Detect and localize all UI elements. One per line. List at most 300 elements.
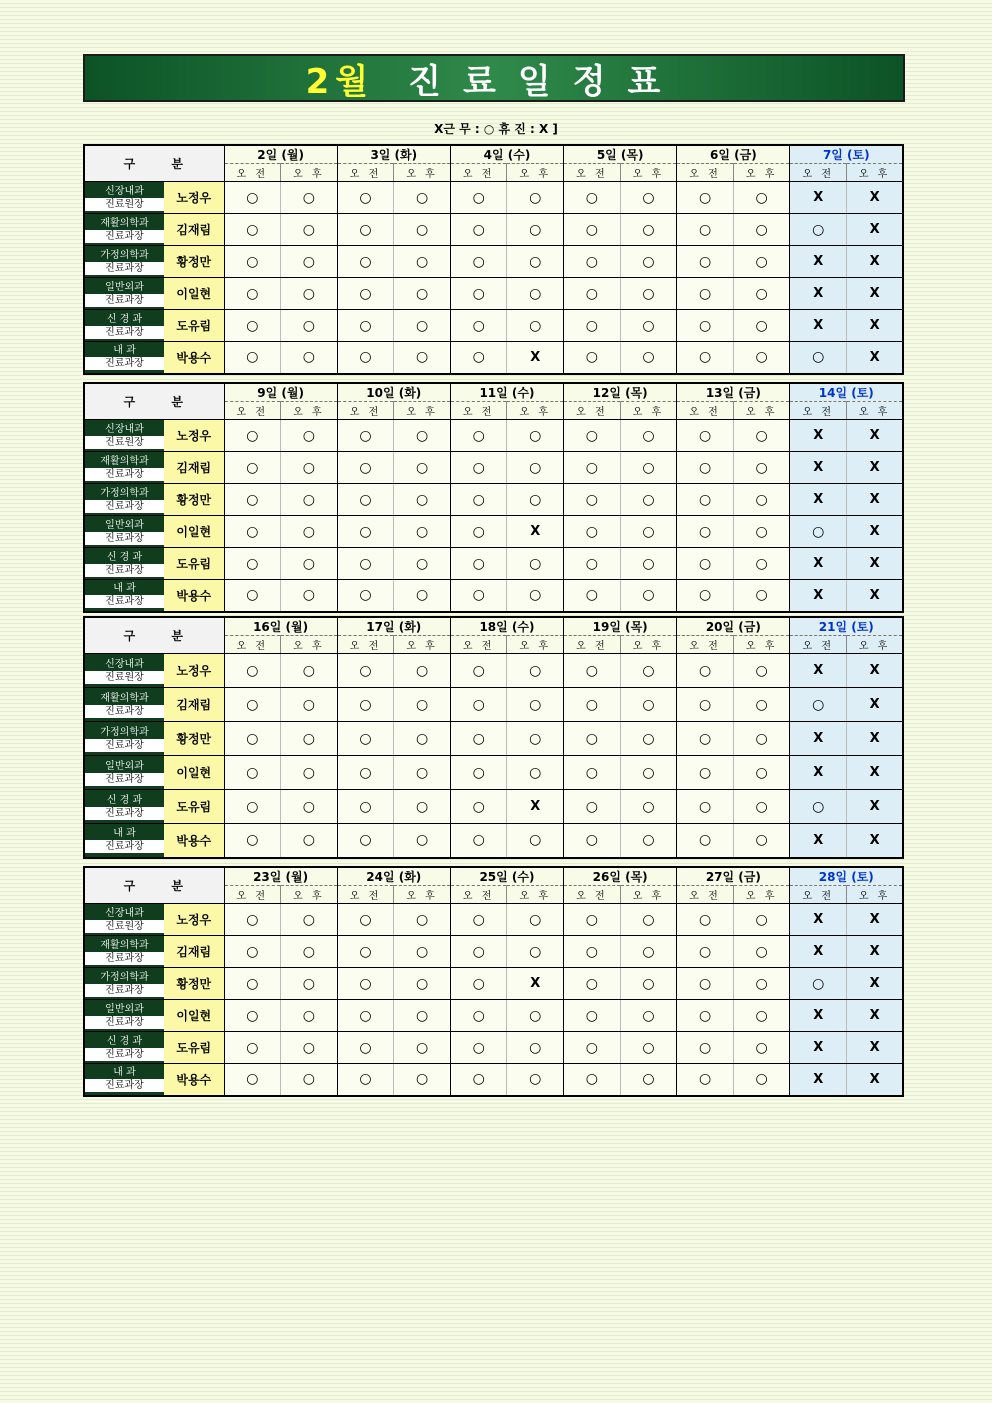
schedule-cell: ○ [337,688,394,722]
schedule-cell: ○ [224,654,281,688]
day-header: 21일 (토) [790,617,903,636]
schedule-cell: X [790,904,847,936]
schedule-cell: ○ [224,214,281,246]
schedule-cell: ○ [507,580,564,612]
schedule-cell: X [790,936,847,968]
pm-header: 오 후 [394,164,451,182]
schedule-cell: ○ [620,904,677,936]
schedule-cell: ○ [620,654,677,688]
pm-header: 오 후 [733,164,790,182]
schedule-cell: ○ [620,214,677,246]
schedule-cell: ○ [394,756,451,790]
doctor-name: 도유림 [164,548,224,580]
schedule-cell: ○ [564,420,621,452]
schedule-cell: X [790,452,847,484]
schedule-cell: X [790,824,847,858]
doctor-name: 황정만 [164,484,224,516]
pm-header: 오 후 [733,886,790,904]
day-header: 6일 (금) [677,145,790,164]
doctor-position: 진료과장 [85,952,164,965]
schedule-cell: X [507,516,564,548]
schedule-cell: ○ [281,1000,338,1032]
doctor-position: 진료과장 [85,807,164,820]
day-header: 18일 (수) [450,617,563,636]
schedule-cell: X [847,420,904,452]
schedule-cell: ○ [620,182,677,214]
schedule-cell: ○ [564,310,621,342]
pm-header: 오 후 [620,636,677,654]
schedule-cell: X [790,420,847,452]
schedule-cell: X [847,516,904,548]
schedule-cell: ○ [507,1032,564,1064]
am-header: 오 전 [564,886,621,904]
department-name: 신 경 과 [106,794,143,806]
schedule-cell: ○ [620,310,677,342]
day-header: 14일 (토) [790,383,903,402]
doctor-name: 도유림 [164,1032,224,1064]
schedule-cell: ○ [224,484,281,516]
department-name: 가정의학과 [100,487,149,499]
schedule-cell: X [790,246,847,278]
am-header: 오 전 [224,636,281,654]
table-row [84,790,903,824]
schedule-cell: X [790,484,847,516]
schedule-cell: X [847,278,904,310]
schedule-cell: ○ [394,246,451,278]
schedule-cell: ○ [281,580,338,612]
doctor-position: 진료원장 [85,920,164,933]
schedule-cell: ○ [733,342,790,374]
table-row [84,688,903,722]
doctor-name: 도유림 [164,790,224,824]
schedule-cell: ○ [450,580,507,612]
doctor-name: 황정만 [164,722,224,756]
schedule-cell: X [790,756,847,790]
schedule-cell: ○ [450,1064,507,1096]
schedule-cell: ○ [620,824,677,858]
schedule-cell: ○ [224,580,281,612]
schedule-cell: ○ [677,580,734,612]
table-row [84,310,903,342]
schedule-cell: ○ [281,756,338,790]
day-header: 2일 (월) [224,145,337,164]
schedule-cell: ○ [507,1000,564,1032]
schedule-cell: ○ [281,968,338,1000]
table-row [84,342,903,374]
schedule-cell: ○ [677,548,734,580]
table-row [84,904,903,936]
am-header: 오 전 [337,636,394,654]
schedule-cell: ○ [281,484,338,516]
pm-header: 오 후 [507,886,564,904]
table-row [84,936,903,968]
doctor-name: 이일현 [164,516,224,548]
am-header: 오 전 [790,636,847,654]
doctor-name: 박용수 [164,1064,224,1096]
schedule-cell: ○ [450,654,507,688]
am-header: 오 전 [337,886,394,904]
schedule-cell: X [507,790,564,824]
schedule-cell: ○ [281,278,338,310]
schedule-cell: ○ [733,824,790,858]
schedule-cell: X [847,824,904,858]
am-header: 오 전 [337,164,394,182]
doctor-position: 진료과장 [85,840,164,853]
schedule-cell: ○ [507,1064,564,1096]
schedule-cell: ○ [281,246,338,278]
schedule-cell: ○ [281,936,338,968]
schedule-cell: ○ [564,278,621,310]
day-header: 12일 (목) [564,383,677,402]
department-cell [84,654,164,688]
schedule-cell: ○ [620,1064,677,1096]
schedule-cell: X [847,1000,904,1032]
department-cell [84,452,164,484]
schedule-cell: ○ [394,310,451,342]
day-header: 10일 (화) [337,383,450,402]
doctor-position: 진료원장 [85,436,164,449]
schedule-cell: ○ [507,722,564,756]
pm-header: 오 후 [507,164,564,182]
table-row [84,580,903,612]
schedule-cell: X [847,936,904,968]
header-gubun: 구 분 [84,867,224,904]
department-cell [84,968,164,1000]
department-cell [84,790,164,824]
department-name: 가정의학과 [100,971,149,983]
doctor-position: 진료원장 [85,198,164,211]
schedule-cell: X [847,756,904,790]
schedule-cell: ○ [564,1064,621,1096]
schedule-cell: ○ [620,790,677,824]
am-header: 오 전 [564,164,621,182]
schedule-cell: ○ [281,1064,338,1096]
pm-header: 오 후 [281,402,338,420]
schedule-cell: X [847,246,904,278]
schedule-cell: ○ [450,904,507,936]
schedule-cell: ○ [337,342,394,374]
schedule-cell: ○ [620,936,677,968]
day-header: 4일 (수) [450,145,563,164]
doctor-position: 진료과장 [85,468,164,481]
schedule-cell: ○ [450,214,507,246]
schedule-cell: X [847,790,904,824]
schedule-cell: ○ [564,756,621,790]
schedule-cell: ○ [224,790,281,824]
schedule-cell: ○ [677,452,734,484]
doctor-position: 진료과장 [85,294,164,307]
am-header: 오 전 [564,402,621,420]
day-header: 25일 (수) [450,867,563,886]
department-name: 신장내과 [105,423,144,435]
department-cell [84,484,164,516]
schedule-cell: ○ [337,1064,394,1096]
schedule-cell: ○ [564,936,621,968]
doctor-name: 황정만 [164,246,224,278]
day-header: 20일 (금) [677,617,790,636]
schedule-cell: ○ [564,722,621,756]
schedule-cell: ○ [450,936,507,968]
doctor-position: 진료과장 [85,500,164,513]
schedule-cell: ○ [450,452,507,484]
schedule-cell: ○ [507,548,564,580]
schedule-cell: ○ [224,756,281,790]
schedule-cell: ○ [677,688,734,722]
schedule-cell: ○ [394,182,451,214]
department-cell [84,722,164,756]
schedule-cell: ○ [450,484,507,516]
schedule-cell: ○ [394,1064,451,1096]
day-header: 9일 (월) [224,383,337,402]
schedule-cell: ○ [564,516,621,548]
schedule-cell: ○ [224,1032,281,1064]
day-header: 13일 (금) [677,383,790,402]
schedule-cell: ○ [450,688,507,722]
schedule-cell: ○ [564,214,621,246]
department-cell [84,688,164,722]
doctor-name: 김재림 [164,688,224,722]
department-name: 내 과 [113,828,136,840]
schedule-cell: ○ [677,790,734,824]
pm-header: 오 후 [394,636,451,654]
schedule-cell: ○ [677,654,734,688]
schedule-cell: ○ [281,452,338,484]
doctor-name: 이일현 [164,1000,224,1032]
schedule-cell: ○ [394,548,451,580]
doctor-name: 이일현 [164,278,224,310]
schedule-cell: ○ [394,342,451,374]
schedule-cell: X [847,452,904,484]
pm-header: 오 후 [733,402,790,420]
schedule-cell: ○ [450,182,507,214]
schedule-cell: ○ [337,904,394,936]
schedule-cell: ○ [224,452,281,484]
day-header: 5일 (목) [564,145,677,164]
table-row [84,214,903,246]
schedule-cell: ○ [507,824,564,858]
schedule-cell: ○ [733,936,790,968]
doctor-position: 진료과장 [85,1016,164,1029]
schedule-cell: ○ [620,1000,677,1032]
schedule-cell: ○ [677,214,734,246]
department-cell [84,936,164,968]
table-row [84,722,903,756]
pm-header: 오 후 [507,402,564,420]
schedule-cell: ○ [394,904,451,936]
day-header: 28일 (토) [790,867,903,886]
schedule-cell: ○ [281,548,338,580]
table-row [84,484,903,516]
doctor-name: 김재림 [164,936,224,968]
header-gubun: 구 분 [84,617,224,654]
department-cell [84,548,164,580]
department-name: 일반외과 [105,519,144,531]
pm-header: 오 후 [847,886,904,904]
schedule-cell: ○ [564,452,621,484]
schedule-cell: ○ [564,548,621,580]
doctor-position: 진료과장 [85,984,164,997]
schedule-cell: ○ [733,654,790,688]
schedule-cell: ○ [507,904,564,936]
schedule-cell: ○ [677,516,734,548]
schedule-cell: ○ [337,968,394,1000]
doctor-position: 진료과장 [85,326,164,339]
schedule-cell: ○ [620,968,677,1000]
schedule-cell: ○ [790,342,847,374]
schedule-cell: ○ [224,182,281,214]
doctor-name: 도유림 [164,310,224,342]
am-header: 오 전 [224,164,281,182]
doctor-name: 노정우 [164,904,224,936]
schedule-cell: ○ [394,936,451,968]
schedule-cell: ○ [733,1000,790,1032]
doctor-position: 진료과장 [85,262,164,275]
schedule-cell: ○ [677,1000,734,1032]
schedule-cell: ○ [450,342,507,374]
schedule-cell: ○ [337,824,394,858]
schedule-cell: ○ [281,904,338,936]
schedule-cell: ○ [507,484,564,516]
department-name: 신 경 과 [106,1035,143,1047]
schedule-cell: ○ [281,420,338,452]
schedule-cell: ○ [281,722,338,756]
schedule-cell: ○ [394,824,451,858]
schedule-table-week-2 [83,382,904,613]
doctor-position: 진료과장 [85,739,164,752]
doctor-name: 박용수 [164,580,224,612]
schedule-cell: ○ [337,214,394,246]
department-cell [84,1000,164,1032]
department-cell [84,342,164,374]
schedule-cell: ○ [733,484,790,516]
pm-header: 오 후 [847,402,904,420]
doctor-position: 진료과장 [85,1079,164,1092]
schedule-cell: ○ [507,182,564,214]
doctor-position: 진료원장 [85,671,164,684]
department-name: 재활의학과 [100,217,149,229]
schedule-cell: ○ [733,580,790,612]
am-header: 오 전 [450,636,507,654]
table-row [84,516,903,548]
schedule-cell: X [507,968,564,1000]
schedule-cell: ○ [450,1000,507,1032]
doctor-name: 황정만 [164,968,224,1000]
schedule-cell: X [847,214,904,246]
schedule-cell: X [790,548,847,580]
schedule-cell: ○ [677,182,734,214]
department-name: 내 과 [113,1067,136,1079]
schedule-cell: X [790,182,847,214]
schedule-cell: ○ [224,246,281,278]
department-name: 신 경 과 [106,551,143,563]
department-cell [84,1064,164,1096]
table-row [84,420,903,452]
schedule-cell: ○ [790,790,847,824]
schedule-cell: ○ [337,756,394,790]
am-header: 오 전 [790,886,847,904]
day-header: 17일 (화) [337,617,450,636]
day-header: 11일 (수) [450,383,563,402]
schedule-cell: ○ [620,342,677,374]
schedule-cell: ○ [450,968,507,1000]
doctor-position: 진료과장 [85,1048,164,1061]
schedule-cell: X [790,654,847,688]
table-row [84,548,903,580]
schedule-cell: ○ [677,246,734,278]
schedule-cell: ○ [564,246,621,278]
doctor-name: 김재림 [164,452,224,484]
schedule-cell: ○ [733,548,790,580]
schedule-cell: ○ [564,688,621,722]
schedule-cell: ○ [394,516,451,548]
schedule-cell: X [790,310,847,342]
schedule-cell: ○ [620,484,677,516]
schedule-cell: ○ [281,824,338,858]
department-cell [84,756,164,790]
pm-header: 오 후 [281,164,338,182]
schedule-cell: ○ [564,182,621,214]
legend: X근 무 : ○ 휴 진 : X ] [434,122,558,136]
schedule-cell: ○ [394,688,451,722]
schedule-cell: ○ [620,516,677,548]
schedule-cell: X [790,1064,847,1096]
schedule-cell: ○ [394,420,451,452]
am-header: 오 전 [677,402,734,420]
schedule-cell: ○ [337,420,394,452]
am-header: 오 전 [677,886,734,904]
schedule-cell: ○ [677,722,734,756]
schedule-cell: ○ [733,214,790,246]
schedule-cell: ○ [677,1064,734,1096]
doctor-position: 진료과장 [85,595,164,608]
schedule-table-week-3 [83,616,904,859]
doctor-name: 노정우 [164,420,224,452]
department-cell [84,182,164,214]
schedule-cell: ○ [790,968,847,1000]
title-text: 진료일정표 [408,61,683,102]
schedule-cell: ○ [394,722,451,756]
schedule-cell: ○ [224,1064,281,1096]
doctor-position: 진료과장 [85,705,164,718]
schedule-cell: X [847,1064,904,1096]
am-header: 오 전 [450,164,507,182]
schedule-cell: X [847,342,904,374]
schedule-cell: ○ [733,420,790,452]
doctor-name: 노정우 [164,654,224,688]
schedule-cell: ○ [450,420,507,452]
doctor-position: 진료과장 [85,230,164,243]
schedule-cell: X [847,182,904,214]
schedule-cell: ○ [281,214,338,246]
page-title [83,54,905,102]
department-name: 내 과 [113,345,136,357]
department-cell [84,516,164,548]
schedule-cell: ○ [620,246,677,278]
doctor-name: 김재림 [164,214,224,246]
department-cell [84,824,164,858]
schedule-cell: ○ [394,580,451,612]
schedule-cell: ○ [281,654,338,688]
am-header: 오 전 [790,164,847,182]
schedule-cell: ○ [224,904,281,936]
schedule-cell: ○ [507,278,564,310]
department-name: 가정의학과 [100,249,149,261]
doctor-name: 노정우 [164,182,224,214]
schedule-cell: X [847,722,904,756]
schedule-cell: ○ [507,936,564,968]
schedule-cell: ○ [337,246,394,278]
schedule-cell: ○ [733,452,790,484]
